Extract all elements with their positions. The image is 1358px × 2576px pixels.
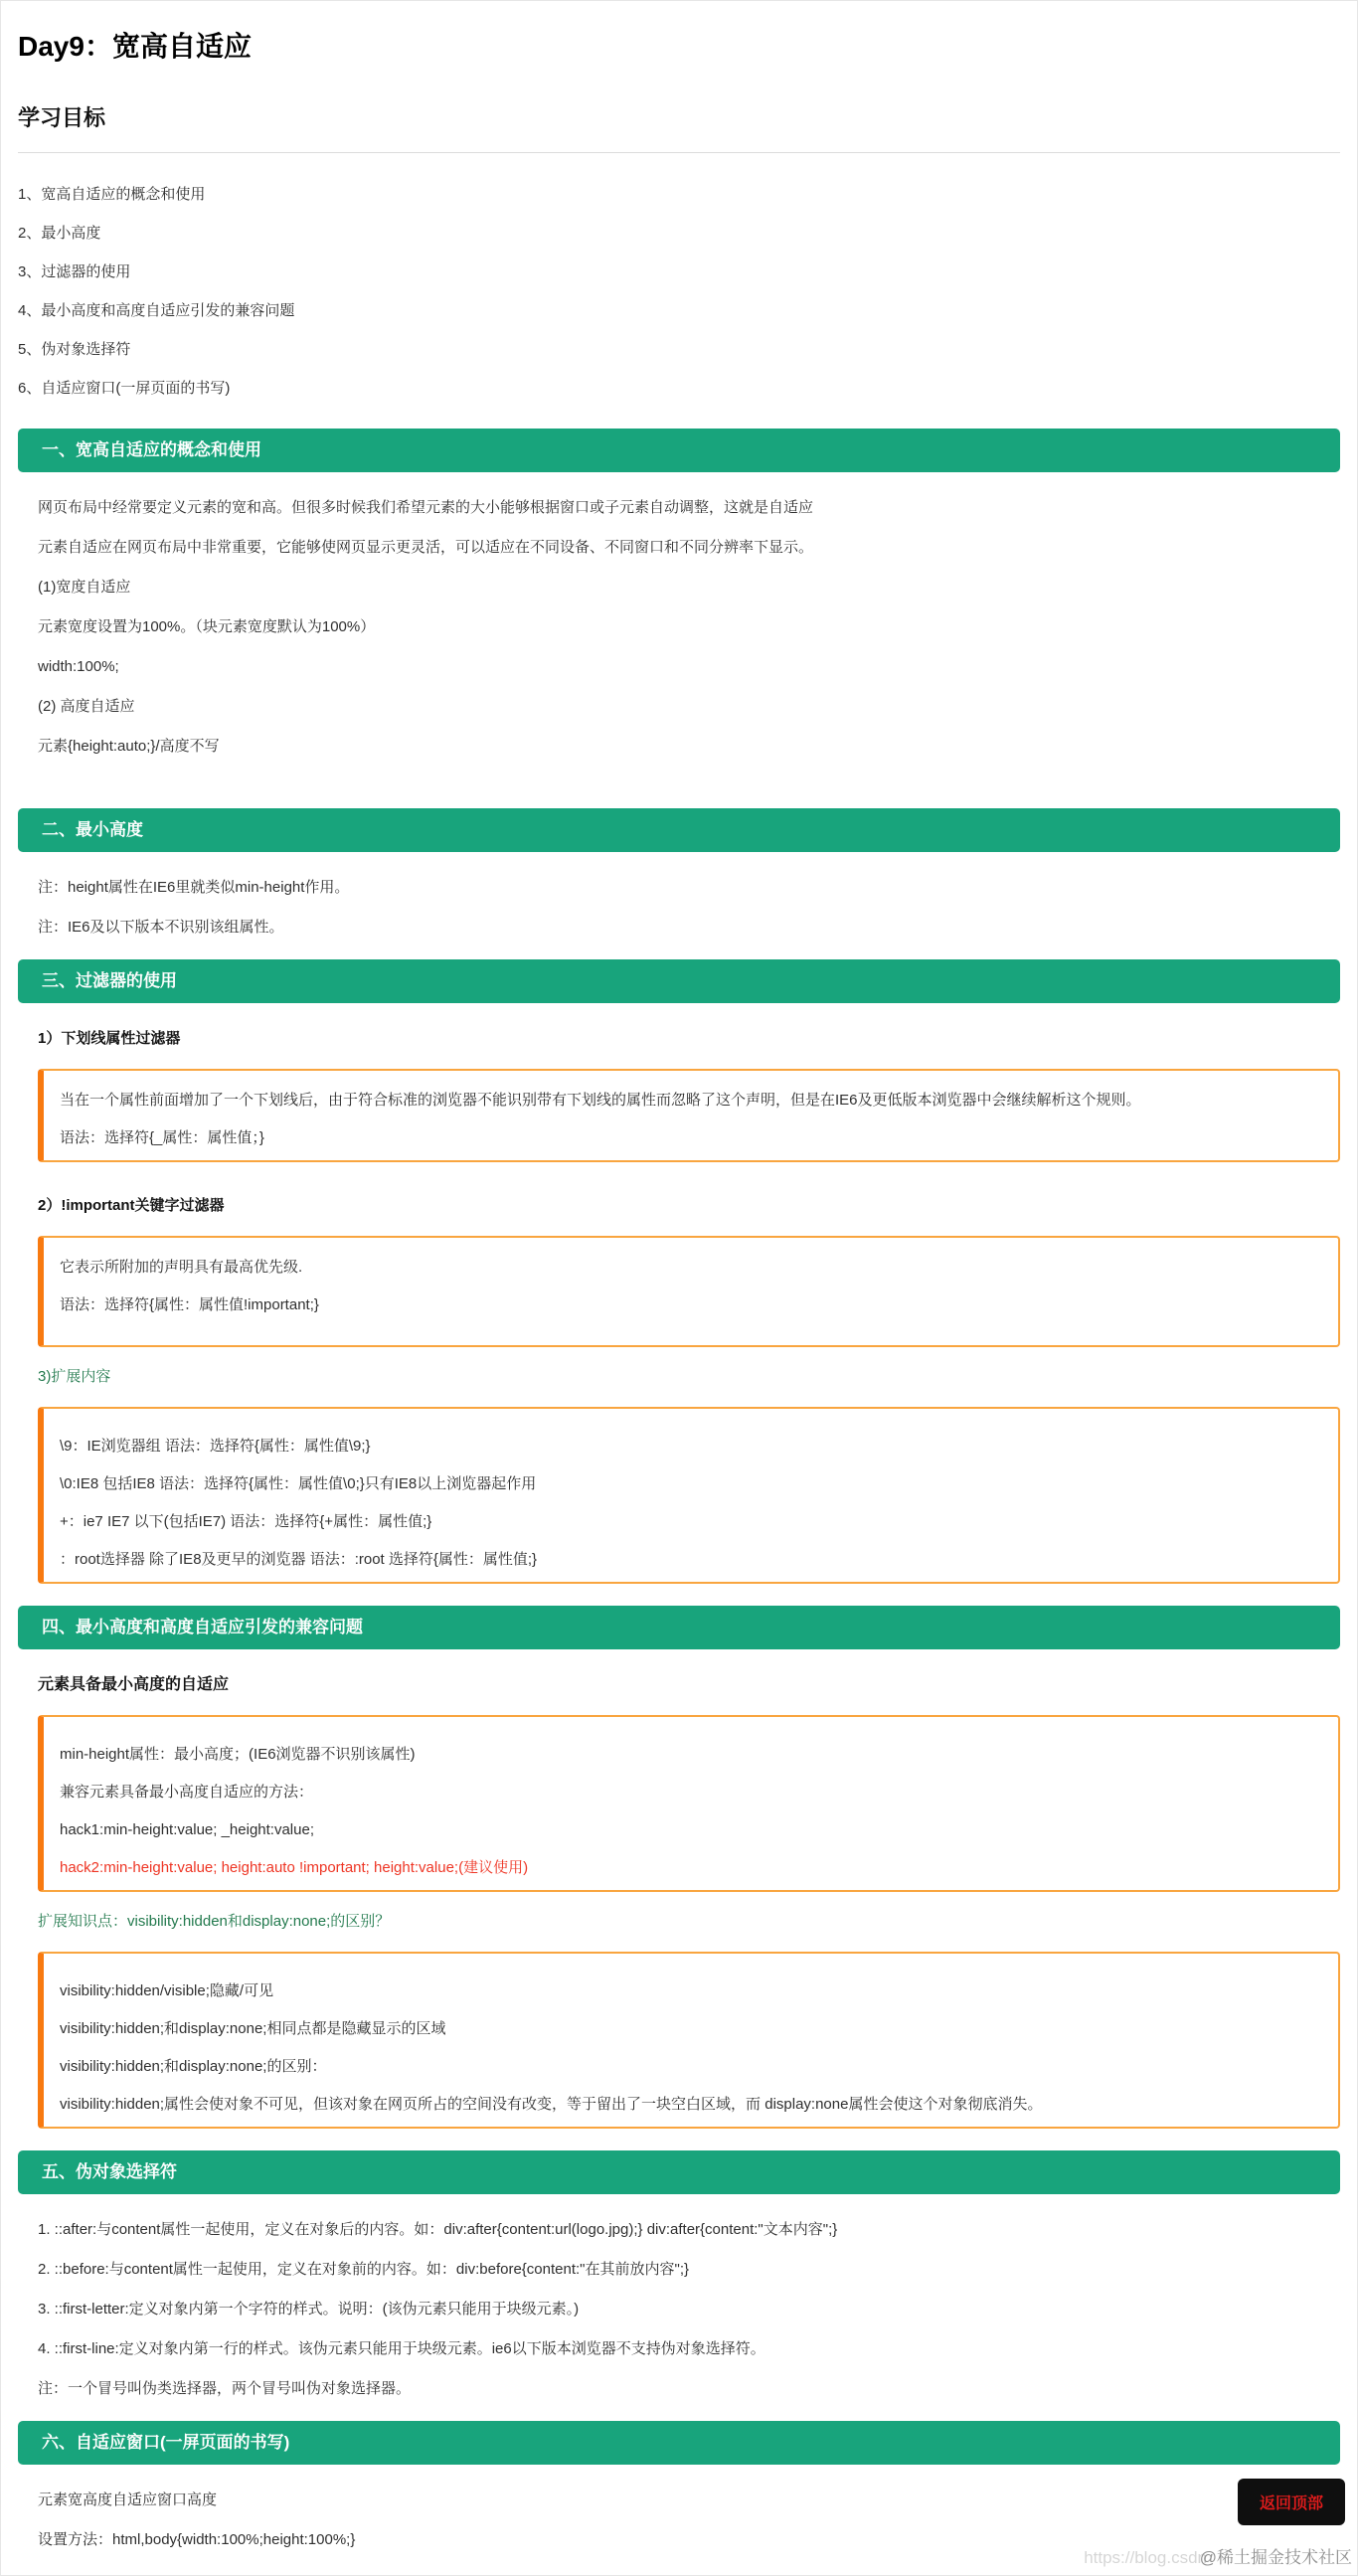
back-to-top-button[interactable]: 返回顶部 [1238, 2479, 1345, 2525]
pseudo-item: 4. ::first-line:定义对象内第一行的样式。该伪元素只能用于块级元素。ie6以下版本浏览器不支持伪对象选择符。 [38, 2340, 765, 2357]
callout-min-height-hacks [38, 1715, 1340, 1892]
callout-browser-hacks [38, 1407, 1340, 1584]
paragraph: (2) 高度自适应 [38, 698, 135, 715]
objective-item-1: 1、宽高自适应的概念和使用 [18, 186, 206, 203]
pseudo-item: 2. ::before:与content属性一起使用，定义在对象前的内容。如：div:before{content:"在其前放内容";} [38, 2261, 690, 2278]
watermark-handle-text: @稀土掘金技术社区 [1199, 2548, 1352, 2567]
section-header-adaptive-window: 六、自适应窗口(一屏页面的书写) [18, 2421, 1340, 2465]
paragraph: 网页布局中经常要定义元素的宽和高。但很多时候我们希望元素的大小能够根据窗口或子元素自动调整，这就是自适应 [38, 499, 814, 516]
objective-item-4: 4、最小高度和高度自适应引发的兼容问题 [18, 302, 295, 319]
note-extended-content: 3)扩展内容 [38, 1368, 111, 1385]
callout-line: visibility:hidden;和display:none;相同点都是隐藏显示的区域 [60, 2020, 446, 2037]
code-line: width:100%; [38, 658, 119, 675]
section-header-compat-issues: 四、最小高度和高度自适应引发的兼容问题 [18, 1606, 1340, 1649]
note-visibility-vs-display: 扩展知识点：visibility:hidden和display:none;的区别？ [38, 1913, 391, 1930]
section-header-pseudo-selectors: 五、伪对象选择符 [18, 2150, 1340, 2194]
section-body-3 [18, 1003, 1340, 1606]
section-header-width-height-adaptive: 一、宽高自适应的概念和使用 [18, 429, 1340, 472]
callout-important-filter [38, 1236, 1340, 1347]
objective-item-3: 3、过滤器的使用 [18, 263, 131, 280]
watermark [1084, 2543, 1352, 2568]
pseudo-item: 3. ::first-letter:定义对象内第一个字符的样式。说明：(该伪元素只能用于块级元素。) [38, 2301, 580, 2318]
callout-line: +：ie7 IE7 以下(包括IE7) 语法：选择符{+属性：属性值;} [60, 1513, 432, 1530]
callout-line: visibility:hidden/visible;隐藏/可见 [60, 1982, 274, 1999]
callout-line: 兼容元素具备最小高度自适应的方法： [60, 1784, 314, 1801]
section-body-2 [18, 852, 1340, 959]
section-body-4 [18, 1649, 1340, 2150]
callout-line: 当在一个属性前面增加了一个下划线后，由于符合标准的浏览器不能识别带有下划线的属性而忽略了这个声明，但是在IE6及更低版本浏览器中会继续解析这个规则。 [60, 1092, 1141, 1109]
callout-line: visibility:hidden;和display:none;的区别： [60, 2058, 327, 2075]
subheading-min-height-adaptive: 元素具备最小高度的自适应 [38, 1676, 230, 1693]
callout-line: 语法：选择符{_属性：属性值；} [60, 1129, 264, 1146]
callout-line: hack1:min-height:value; _height:value; [60, 1821, 314, 1838]
callout-line: visibility:hidden;属性会使对象不可见，但该对象在网页所占的空间没有改变，等于留出了一块空白区域，而 display:none属性会使这个对象彻底消失。 [60, 2096, 1043, 2113]
paragraph: 元素自适应在网页布局中非常重要，它能够使网页显示更灵活，可以适应在不同设备、不同窗口和不同分辨率下显示。 [38, 539, 814, 556]
callout-line-highlight: hack2:min-height:value; height:auto !important; height:value;(建议使用) [60, 1859, 529, 1876]
objective-item-5: 5、伪对象选择符 [18, 341, 131, 358]
page-title: Day9：宽高自适应 [18, 31, 252, 62]
subheading-underscore-filter: 1）下划线属性过滤器 [38, 1030, 181, 1047]
callout-underscore-filter [38, 1069, 1340, 1162]
section-header-min-height: 二、最小高度 [18, 808, 1340, 852]
section-body-5 [18, 2194, 1340, 2421]
callout-line: \9：IE浏览器组 语法：选择符{属性：属性值\9;} [60, 1438, 371, 1455]
objective-item-6: 6、自适应窗口(一屏页面的书写) [18, 380, 231, 397]
paragraph: 元素宽度设置为100%。（块元素宽度默认为100%） [38, 618, 376, 635]
paragraph: (1)宽度自适应 [38, 579, 131, 596]
callout-line: ：root选择器 除了IE8及更早的浏览器 语法：:root 选择符{属性：属性值;} [60, 1551, 538, 1568]
watermark-url-text: https://blog.csdn [1084, 2548, 1207, 2567]
pseudo-item: 1. ::after:与content属性一起使用，定义在对象后的内容。如：div:after{content:url(logo.jpg);} div:after{content:"文本内容";} [38, 2221, 838, 2238]
paragraph: 注：height属性在IE6里就类似min-height作用。 [38, 879, 350, 896]
callout-line: 语法：选择符{属性：属性值!important;} [60, 1296, 319, 1313]
callout-line: min-height属性：最小高度；(IE6浏览器不识别该属性) [60, 1746, 416, 1763]
subheading-important-filter: 2）!important关键字过滤器 [38, 1197, 225, 1214]
section-body-1 [18, 472, 1340, 778]
code-line: 元素{height:auto;}/高度不写 [38, 738, 220, 755]
callout-visibility-vs-display [38, 1952, 1340, 2129]
paragraph: 注：IE6及以下版本不识别该组属性。 [38, 919, 284, 936]
section-header-filters: 三、过滤器的使用 [18, 959, 1340, 1003]
paragraph: 元素宽高度自适应窗口高度 [38, 2491, 218, 2508]
learning-goals-heading: 学习目标 [18, 104, 1340, 153]
callout-line: 它表示所附加的声明具有最高优先级. [60, 1259, 303, 1276]
objective-item-2: 2、最小高度 [18, 225, 101, 242]
pseudo-note: 注：一个冒号叫伪类选择器，两个冒号叫伪对象选择器。 [38, 2380, 412, 2397]
code-line: 设置方法：html,body{width:100%;height:100%;} [38, 2531, 356, 2548]
callout-line: \0:IE8 包括IE8 语法：选择符{属性：属性值\0;}只有IE8以上浏览器起作用 [60, 1475, 537, 1492]
